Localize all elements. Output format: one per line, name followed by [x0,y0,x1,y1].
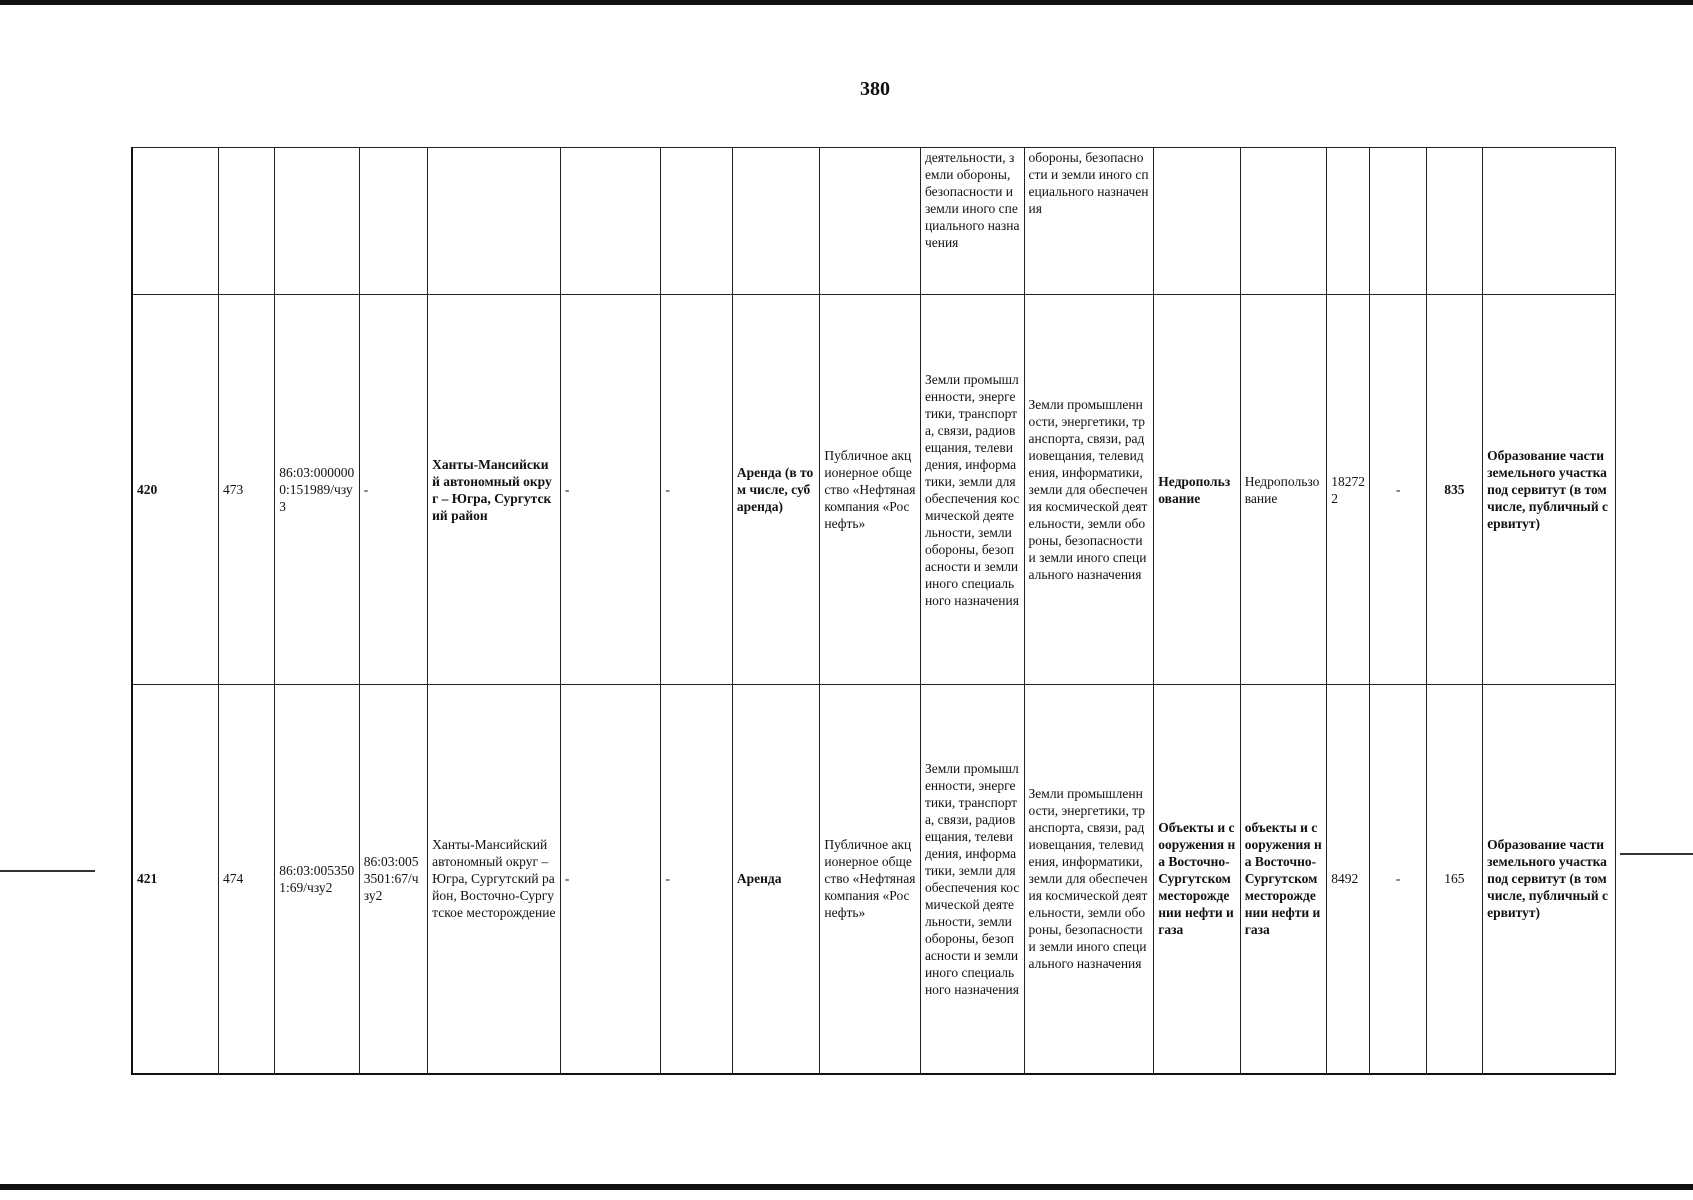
row-number-cell: 420 [132,295,218,685]
column-6-cell: - [560,685,661,1074]
table-row-continuation [132,148,1616,295]
location-cell [428,148,561,295]
row-id-cell [218,148,274,295]
table-row-420 [132,295,1616,685]
location-cell: Ханты-Мансийский автономный округ – Югра, Сургутский район [428,295,561,685]
column-7-cell: - [661,295,732,685]
right-holder-cell: Публичное акционерное общество «Нефтяная компания «Роснефть» [820,295,921,685]
use-planned-cell: объекты и сооружения на Восточно-Сургутском месторождении нефти и газа [1240,685,1326,1074]
area-cell [1327,148,1370,295]
top-border-rule [0,0,1693,5]
cadastral-number-cell [275,148,359,295]
cadastral-number-cell: 86:03:0000000:151989/чзу3 [275,295,359,685]
cadastral-number-cell: 86:03:0053501:69/чзу2 [275,685,359,1074]
row-id-cell: 474 [218,685,274,1074]
use-current-cell: Недропользование [1154,295,1240,685]
land-category-planned-cell: Земли промышленности, энергетики, транспорта, связи, радиовещания, телевидения, информатики, земли для обеспечения космической деятельности, земли обороны, безопасности и земли иного специального назначения [920,295,1024,685]
row-number-cell [132,148,218,295]
land-category-cell: Земли промышленности, энергетики, транспорта, связи, радиовещания, телевидения, информатики, земли для обеспечения космической деятельности, земли обороны, безопасности и земли иного специального назначения [1024,685,1154,1074]
value-cell: 835 [1426,295,1482,685]
bottom-border-rule [0,1184,1693,1190]
land-category-planned-cell: Земли промышленности, энергетики, транспорта, связи, радиовещания, телевидения, информатики, земли для обеспечения космической деятельности, земли обороны, безопасности и земли иного специального назначения [920,685,1024,1074]
purpose-cell: Образование части земельного участка под сервитут (в том числе, публичный сервитут) [1483,685,1616,1074]
right-type-cell: Аренда [732,685,820,1074]
right-type-cell [732,148,820,295]
column-6-cell [560,148,661,295]
dash-cell: - [1370,295,1426,685]
dash-cell [1370,148,1426,295]
land-category-planned-cell: деятельности, земли обороны, безопасности и земли иного специального назначения [920,148,1024,295]
value-cell [1426,148,1482,295]
right-holder-cell: Публичное акционерное общество «Нефтяная компания «Роснефть» [820,685,921,1074]
cadastral-alt-cell [359,148,427,295]
land-category-cell: обороны, безопасности и земли иного специального назначения [1024,148,1154,295]
row-number-cell: 421 [132,685,218,1074]
row-id-cell: 473 [218,295,274,685]
column-6-cell: - [560,295,661,685]
location-cell: Ханты-Мансийский автономный округ – Югра, Сургутский район, Восточно-Сургутское месторождение [428,685,561,1074]
land-plot-table [131,147,1616,1075]
use-planned-cell [1240,148,1326,295]
right-holder-cell [820,148,921,295]
use-current-cell [1154,148,1240,295]
use-current-cell: Объекты и сооружения на Восточно-Сургутском месторождении нефти и газа [1154,685,1240,1074]
right-type-cell: Аренда (в том числе, субаренда) [732,295,820,685]
use-planned-cell: Недропользование [1240,295,1326,685]
area-cell: 8492 [1327,685,1370,1074]
margin-mark-left [0,870,95,872]
cadastral-alt-cell: 86:03:0053501:67/чзу2 [359,685,427,1074]
margin-mark-right [1620,853,1693,855]
column-7-cell: - [661,685,732,1074]
land-category-cell: Земли промышленности, энергетики, транспорта, связи, радиовещания, телевидения, информатики, земли для обеспечения космической деятельности, земли обороны, безопасности и земли иного специального назначения [1024,295,1154,685]
value-cell: 165 [1426,685,1482,1074]
purpose-cell [1483,148,1616,295]
cadastral-alt-cell: - [359,295,427,685]
dash-cell: - [1370,685,1426,1074]
column-7-cell [661,148,732,295]
page-number: 380 [860,78,890,100]
area-cell: 182722 [1327,295,1370,685]
table-row-421 [132,685,1616,1074]
purpose-cell: Образование части земельного участка под сервитут (в том числе, публичный сервитут) [1483,295,1616,685]
